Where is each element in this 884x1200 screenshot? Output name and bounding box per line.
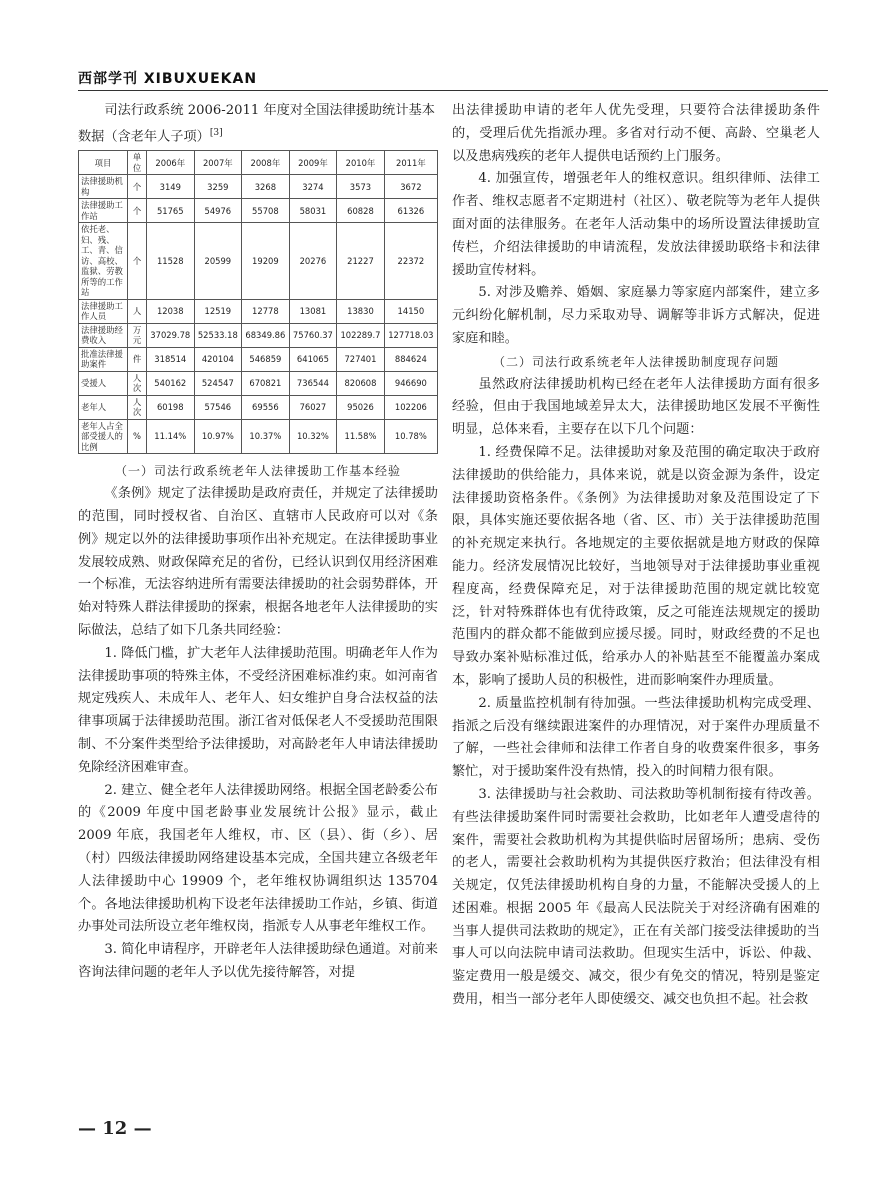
table-cell: 11528 [147, 223, 195, 300]
table-unit-cell: 万元 [128, 323, 147, 347]
table-row [79, 199, 438, 223]
table-row [79, 299, 438, 323]
table-cell: 11.14% [147, 419, 195, 454]
table-caption-ref: [3] [209, 128, 223, 138]
table-cell: 318514 [147, 347, 195, 371]
table-cell: 68349.86 [242, 323, 290, 347]
table-cell: 3268 [242, 175, 290, 199]
table-cell: 540162 [147, 371, 195, 395]
table-cell: 884624 [384, 347, 437, 371]
table-cell: 736544 [289, 371, 337, 395]
table-cell: 69556 [242, 395, 290, 419]
table-header-cell: 2008年 [242, 151, 290, 175]
table-cell: 3259 [194, 175, 242, 199]
paragraph: 1. 降低门槛，扩大老年人法律援助范围。明确老年人作为法律援助事项的特殊主体，不受经济困难标准约束。如河南省规定残疾人、未成年人、老年人、妇女维护自身合法权益的法律事项属于法律援助范围。浙江省对低保老人不受援助范围限制、不分案件类型给予法律援助，对高龄老年人申请法律援助免除经济困难审查。 [78, 645, 438, 775]
table-row-label: 法律援助工作人员 [79, 299, 128, 323]
table-cell: 3672 [384, 175, 437, 199]
table-row [79, 223, 438, 300]
table-row [79, 175, 438, 199]
table-cell: 12519 [194, 299, 242, 323]
table-cell: 524547 [194, 371, 242, 395]
table-row-label: 老年人占全部受援人的比例 [79, 419, 128, 454]
table-row-label: 依托老、妇、残、工、青、信访、高校、监狱、劳教所等的工作站 [79, 223, 128, 300]
table-header-cell: 2009年 [289, 151, 337, 175]
journal-title: 西部学刊 XIBUXUEKAN [78, 71, 258, 87]
table-header-cell: 2006年 [147, 151, 195, 175]
paragraph: 1. 经费保障不足。法律援助对象及范围的确定取决于政府法律援助的供给能力，具体来说，就是以资金源为条件，设定法律援助资格条件。《条例》为法律援助对象及范围设定了下限，具体实施还要依据各地（省、区、市）关于法律援助范围的补充规定来执行。各地规定的主要依据就是地方财政的保障能力。经济发展情况比较好，当地领导对于法律援助事业重视程度高，经费保障充足，对于法律援助范围的规定就比较宽泛，针对特殊群体也有优待政策，反之可能连法规规定的援助范围内的群众都不能做到应援尽援。同时，财政经费的不足也导致办案补贴标准过低，给承办人的补贴甚至不能覆盖办案成本，影响了援助人员的积极性，进而影响案件办理质量。 [452, 444, 820, 688]
table-unit-cell: 个 [128, 223, 147, 300]
table-cell: 55708 [242, 199, 290, 223]
table-unit-cell: % [128, 419, 147, 454]
page-number: — 12 — [78, 1118, 152, 1139]
table-header-row [79, 151, 438, 175]
table-row-label: 受援人 [79, 371, 128, 395]
table-caption [78, 100, 438, 148]
table-cell: 61326 [384, 199, 437, 223]
table-row-label: 法律援助工作站 [79, 199, 128, 223]
header-rule [78, 90, 828, 91]
table-cell: 20599 [194, 223, 242, 300]
statistics-table [78, 150, 438, 454]
paragraph: 5. 对涉及赡养、婚姻、家庭暴力等家庭内部案件，建立多元纠纷化解机制，尽力采取劝导、调解等非诉方式解决，促进家庭和睦。 [452, 285, 820, 346]
table-cell: 21227 [337, 223, 385, 300]
table-cell: 10.97% [194, 419, 242, 454]
table-cell: 13081 [289, 299, 337, 323]
right-column [452, 100, 820, 1012]
section-subheading-1: （一）司法行政系统老年人法律援助工作基本经验 [114, 464, 401, 479]
table-cell: 946690 [384, 371, 437, 395]
table-cell: 11.58% [337, 419, 385, 454]
table-cell: 641065 [289, 347, 337, 371]
paragraph: 《条例》规定了法律援助是政府责任，并规定了法律援助的范围，同时授权省、自治区、直辖市人民政府可以对《条例》规定以外的法律援助事项作出补充规定。在法律援助事业发展较成熟、财政保障充足的省份，已经认识到仅用经济困难一个标准，无法容纳进所有需要法律援助的社会弱势群体，开始对特殊人群法律援助的探索，根据各地老年人法律援助的实际做法，总结了如下几条共同经验： [78, 486, 438, 638]
table-row-label: 批准法律援助案件 [79, 347, 128, 371]
table-caption-text: 司法行政系统 2006-2011 年度对全国法律援助统计基本数据（含老年人子项） [78, 103, 435, 145]
table-row-label: 法律援助机构 [79, 175, 128, 199]
table-cell: 102289.7 [337, 323, 385, 347]
table-cell: 51765 [147, 199, 195, 223]
table-row [79, 347, 438, 371]
paragraph: 虽然政府法律援助机构已经在老年人法律援助方面有很多经验，但由于我国地域差异太大，法律援助地区发展不平衡性明显，总体来看，主要存在以下几个问题： [452, 376, 820, 438]
table-unit-cell: 件 [128, 347, 147, 371]
table-header-cell: 2007年 [194, 151, 242, 175]
table-cell: 12778 [242, 299, 290, 323]
page-header [78, 60, 828, 92]
table-row [79, 323, 438, 347]
table-row [79, 395, 438, 419]
table-cell: 60828 [337, 199, 385, 223]
table-row-label: 法律援助经费收入 [79, 323, 128, 347]
table-row-label: 老年人 [79, 395, 128, 419]
table-cell: 420104 [194, 347, 242, 371]
paragraph: 2. 质量监控机制有待加强。一些法律援助机构完成受理、指派之后没有继续跟进案件的办理情况，对于案件办理质量不了解，一些社会律师和法律工作者自身的收费案件很多，事务繁忙，对于援助案件没有热情，投入的时间精力很有限。 [452, 695, 820, 780]
table-cell: 3274 [289, 175, 337, 199]
table-cell: 37029.78 [147, 323, 195, 347]
paragraph: 3. 法律援助与社会救助、司法救助等机制衔接有待改善。有些法律援助案件同时需要社会救助，比如老年人遭受虐待的案件，需要社会救助机构为其提供临时居留场所；患病、受伤的老人，需要社会救助机构为其提供医疗救治；但法律没有相关规定，仅凭法律援助机构自身的力量，不能解决受援人的上述困难。根据 2005 年《最高人民法院关于对经济确有困难的当事人提供司法救助的规定》，正在有关部门接受法律援助的当事人可以向法院申请司法救助。但现实生活中，诉讼、仲裁、鉴定费用一般是缓交、减交，很少有免交的情况，特别是鉴定费用，相当一部分老年人即使缓交、减交也负担不起。社会救 [452, 786, 820, 1008]
table-cell: 10.32% [289, 419, 337, 454]
paragraph: 4. 加强宣传，增强老年人的维权意识。组织律师、法律工作者、维权志愿者不定期进村（社区）、敬老院等为老年人提供面对面的法律服务。在老年人活动集中的场所设置法律援助宣传栏，介绍法律援助的申请流程，发放法律援助联络卡和法律援助宣传材料。 [452, 171, 820, 278]
table-unit-cell: 人次 [128, 395, 147, 419]
table-cell: 3149 [147, 175, 195, 199]
table-cell: 127718.03 [384, 323, 437, 347]
table-cell: 57546 [194, 395, 242, 419]
table-cell: 58031 [289, 199, 337, 223]
paragraph: 3. 简化申请程序，开辟老年人法律援助绿色通道。对前来咨询法律问题的老年人予以优先接待解答，对提 [78, 942, 438, 980]
table-unit-cell: 个 [128, 175, 147, 199]
table-cell: 727401 [337, 347, 385, 371]
table-cell: 20276 [289, 223, 337, 300]
table-cell: 12038 [147, 299, 195, 323]
table-header-cell: 2010年 [337, 151, 385, 175]
table-unit-cell: 个 [128, 199, 147, 223]
table-cell: 76027 [289, 395, 337, 419]
paragraph: 出法律援助申请的老年人优先受理，只要符合法律援助条件的，受理后优先指派办理。多省对行动不便、高龄、空巢老人以及患病残疾的老年人提供电话预约上门服务。 [452, 103, 820, 164]
left-column [78, 100, 438, 985]
table-header-cell: 2011年 [384, 151, 437, 175]
table-cell: 13830 [337, 299, 385, 323]
table-header-cell: 项目 [79, 151, 128, 175]
table-cell: 546859 [242, 347, 290, 371]
table-cell: 52533.18 [194, 323, 242, 347]
table-cell: 54976 [194, 199, 242, 223]
table-cell: 14150 [384, 299, 437, 323]
table-cell: 75760.37 [289, 323, 337, 347]
table-cell: 820608 [337, 371, 385, 395]
table-header-cell: 单位 [128, 151, 147, 175]
table-cell: 10.37% [242, 419, 290, 454]
paragraph: 2. 建立、健全老年人法律援助网络。根据全国老龄委公布的《2009 年度中国老龄事业发展统计公报》显示，截止 2009 年底，我国老年人维权，市、区（县）、街（乡）、居（村）四级法律援助网络建设基本完成，全国共建立各级老年人法律援助中心 19909 个，老年维权协调组织达 135704 个。各地法律援助机构下设老年法律援助工作站，乡镇、街道办事处司法所设立老年维权岗，指派专人从事老年维权工作。 [78, 782, 438, 935]
table-cell: 95026 [337, 395, 385, 419]
section-subheading-2: （二）司法行政系统老年人法律援助制度现存问题 [492, 354, 779, 369]
table-cell: 670821 [242, 371, 290, 395]
table-cell: 102206 [384, 395, 437, 419]
table-unit-cell: 人次 [128, 371, 147, 395]
table-row [79, 419, 438, 454]
table-cell: 60198 [147, 395, 195, 419]
table-cell: 19209 [242, 223, 290, 300]
table-cell: 22372 [384, 223, 437, 300]
table-row [79, 371, 438, 395]
table-cell: 3573 [337, 175, 385, 199]
table-cell: 10.78% [384, 419, 437, 454]
table-body [79, 175, 438, 454]
table-unit-cell: 人 [128, 299, 147, 323]
